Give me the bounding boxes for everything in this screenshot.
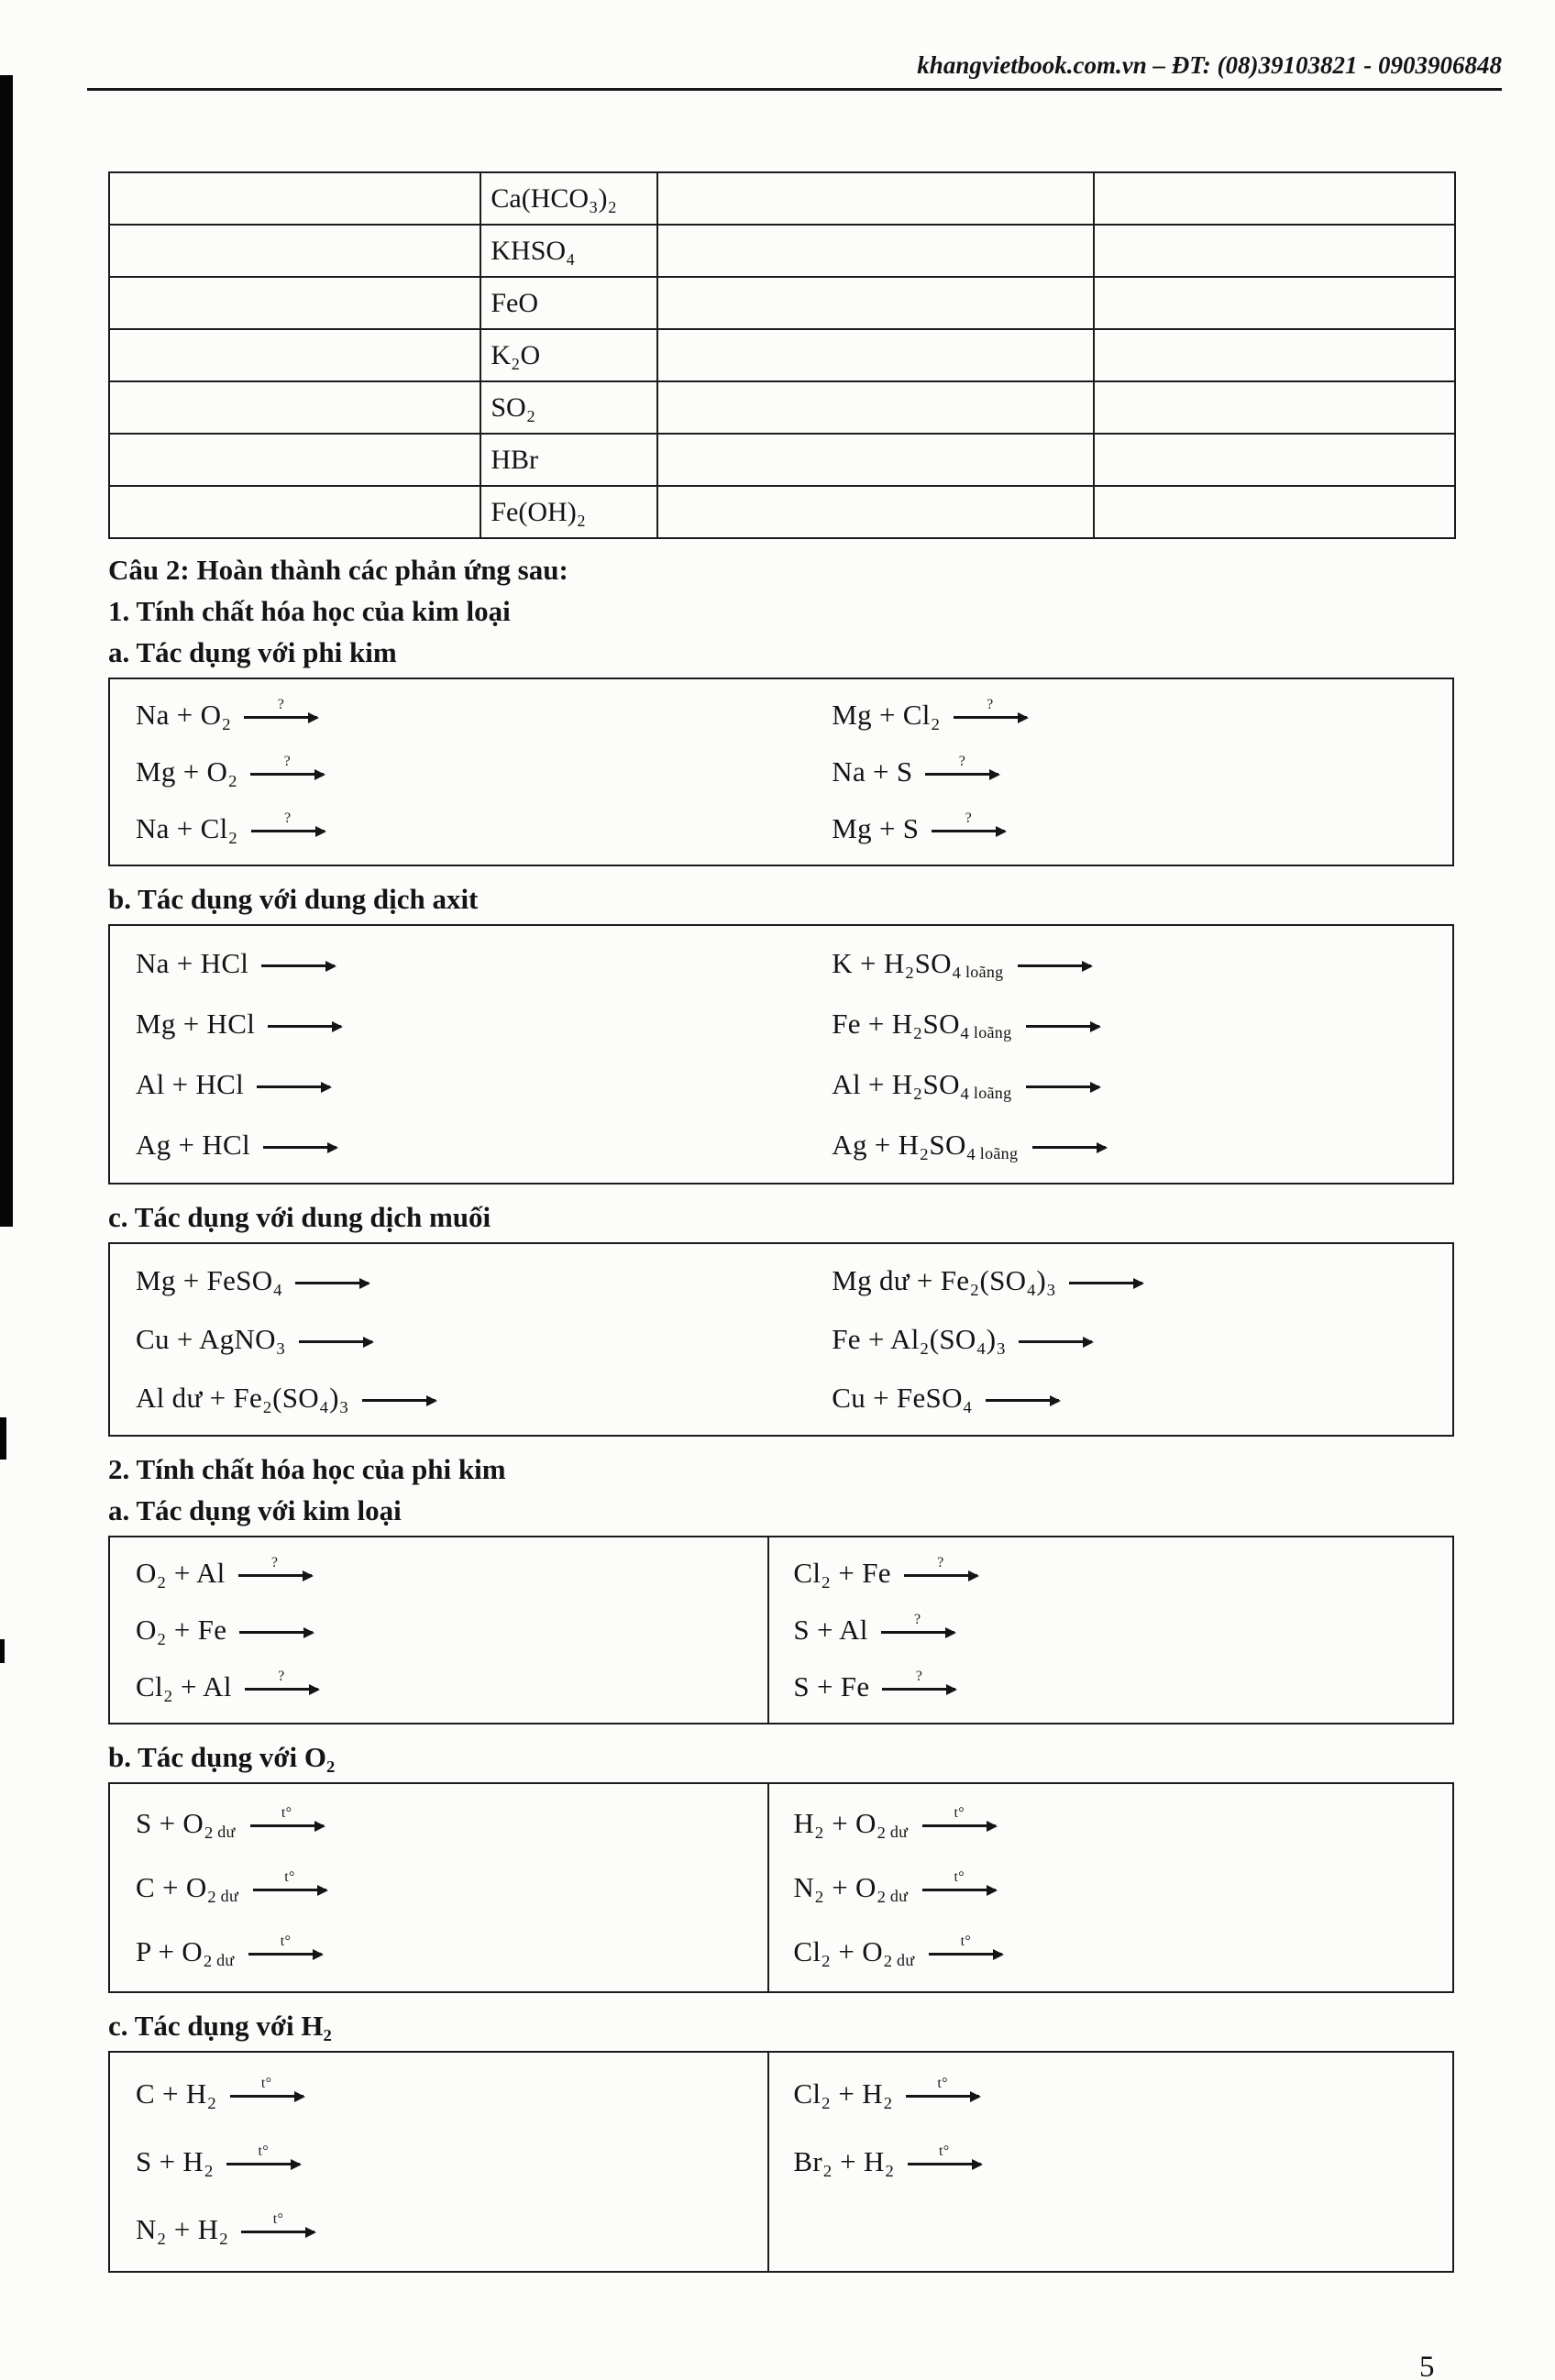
reaction-equation	[832, 1369, 1452, 1427]
table-cell-empty	[657, 225, 1093, 277]
reaction-arrow-icon	[263, 1146, 336, 1149]
reaction-equation	[136, 1791, 767, 1856]
reaction-reactants: Cl₂ + Fe	[793, 1557, 891, 1589]
reaction-box-1b	[108, 924, 1454, 1184]
reaction-equation	[832, 994, 1452, 1054]
scan-binding-mark	[0, 1639, 5, 1663]
reaction-equation	[793, 1920, 1452, 1984]
reaction-condition-subscript: dư	[220, 1886, 239, 1905]
arrow-condition-label: ?	[283, 810, 292, 826]
section-1c-label: c. Tác dụng với dung dịch muối	[108, 1201, 491, 1233]
reaction-equation	[793, 1791, 1452, 1856]
reaction-equation	[832, 1115, 1452, 1175]
reaction-reactants: C + H₂	[136, 2077, 217, 2110]
reaction-column-right	[767, 1784, 1452, 1991]
reaction-equation	[136, 800, 808, 857]
arrow-condition-label: ?	[277, 697, 285, 712]
table-cell-empty	[657, 434, 1093, 486]
reaction-arrow-icon	[238, 1555, 312, 1577]
arrow-condition-label: t°	[960, 1934, 972, 1949]
section-1b-label: b. Tác dụng với dung dịch axit	[108, 883, 479, 915]
reaction-equation	[136, 744, 808, 800]
reaction-reactants: Cu + AgNO₃	[136, 1323, 286, 1355]
formula-cell: HBr	[480, 434, 657, 486]
arrow-condition-label: ?	[987, 697, 994, 712]
formula-cell: Ca(HCO₃)₂	[480, 172, 657, 225]
reaction-reactants: N₂ + O₂	[793, 1871, 887, 1903]
reaction-reactants: Na + O₂	[136, 699, 232, 731]
reaction-equation	[136, 1658, 767, 1715]
arrow-condition-label: t°	[258, 2143, 269, 2159]
question-2-title: Câu 2: Hoàn thành các phản ứng sau:	[108, 554, 568, 586]
reaction-arrow-icon	[986, 1399, 1059, 1402]
reaction-reactants: Cl₂ + O₂	[793, 1935, 894, 1967]
reaction-reactants: Al + H₂SO₄	[832, 1068, 970, 1100]
reaction-arrow-icon	[248, 1934, 322, 1956]
formula-cell: KHSO₄	[480, 225, 657, 277]
arrow-condition-label: t°	[260, 2076, 272, 2091]
reaction-arrow-icon	[1018, 964, 1091, 967]
table-cell-empty	[109, 172, 480, 225]
reaction-reactants: S + Al	[793, 1614, 868, 1646]
reaction-reactants: S + H₂	[136, 2145, 215, 2177]
reaction-reactants: Ag + H₂SO₄	[832, 1129, 976, 1161]
reaction-equation	[136, 1054, 808, 1115]
reaction-arrow-icon	[251, 810, 325, 832]
reaction-reactants: Mg + FeSO₄	[136, 1264, 283, 1296]
reaction-reactants: C + O₂	[136, 1871, 217, 1903]
part-2-title: 2. Tính chất hóa học của phi kim	[108, 1453, 506, 1485]
reaction-equation	[793, 2060, 1452, 2128]
section-2a-label: a. Tác dụng với kim loại	[108, 1494, 402, 1526]
reaction-arrow-icon	[250, 754, 324, 776]
reaction-arrow-icon	[881, 1612, 954, 1634]
formula-table	[108, 171, 1456, 539]
reaction-condition-subscript: dư	[217, 1822, 236, 1841]
table-cell-empty	[1094, 277, 1455, 329]
reaction-condition-subscript: dư	[897, 1950, 915, 1969]
reaction-equation	[832, 933, 1452, 994]
reaction-reactants: Fe + H₂SO₄	[832, 1008, 970, 1040]
reaction-reactants: Al + HCl	[136, 1068, 245, 1100]
reaction-arrow-icon	[1026, 1085, 1099, 1088]
arrow-condition-label: ?	[270, 1555, 279, 1570]
reaction-equation	[136, 1920, 767, 1984]
reaction-box-2b	[108, 1782, 1454, 1993]
reaction-equation	[136, 687, 808, 744]
reaction-equation	[136, 1369, 808, 1427]
reaction-condition-subscript: dư	[889, 1886, 909, 1905]
reaction-equation	[136, 2060, 767, 2128]
reaction-equation	[136, 1115, 808, 1175]
reaction-condition-subscript: loãng	[973, 1083, 1012, 1102]
formula-table-row	[109, 277, 1455, 329]
reaction-condition-subscript: dư	[216, 1950, 235, 1969]
reaction-arrow-icon	[295, 1282, 369, 1284]
reaction-reactants: N₂ + H₂	[136, 2213, 229, 2245]
table-cell-empty	[109, 434, 480, 486]
page-header	[87, 51, 1502, 91]
reaction-reactants: Mg dư + Fe₂(SO₄)₃	[832, 1264, 1057, 1296]
reaction-box-1c	[108, 1242, 1454, 1437]
reaction-arrow-icon	[932, 810, 1005, 832]
arrow-condition-label: ?	[937, 1555, 944, 1570]
reaction-arrow-icon	[268, 1025, 341, 1028]
arrow-condition-label: t°	[939, 2143, 950, 2159]
section-2c-label: c. Tác dụng với H₂	[108, 2010, 332, 2042]
reaction-equation	[793, 1856, 1452, 1920]
scan-binding-mark	[0, 1417, 6, 1460]
reaction-arrow-icon	[1032, 1146, 1106, 1149]
part-1-title: 1. Tính chất hóa học của kim loại	[108, 595, 511, 627]
reaction-arrow-icon	[954, 697, 1027, 719]
table-cell-empty	[657, 381, 1093, 434]
reaction-equation	[793, 1602, 1452, 1658]
reaction-reactants: Cu + FeSO₄	[832, 1382, 973, 1414]
reaction-arrow-icon	[922, 1805, 996, 1827]
reaction-arrow-icon	[929, 1934, 1002, 1956]
reaction-reactants: S + O₂	[136, 1807, 215, 1839]
reaction-arrow-icon	[362, 1399, 436, 1402]
reaction-column-left	[110, 1537, 767, 1723]
reaction-equation	[793, 2128, 1452, 2196]
reaction-equation	[136, 1251, 808, 1310]
formula-table-row	[109, 486, 1455, 538]
reaction-equation	[832, 1251, 1452, 1310]
reaction-arrow-icon	[253, 1869, 326, 1891]
table-cell-empty	[109, 381, 480, 434]
table-cell-empty	[1094, 486, 1455, 538]
table-cell-empty	[1094, 381, 1455, 434]
reaction-equation	[136, 1856, 767, 1920]
arrow-condition-label: ?	[965, 810, 973, 826]
table-cell-empty	[109, 277, 480, 329]
reaction-equation	[136, 1545, 767, 1602]
arrow-condition-label: t°	[281, 1805, 292, 1821]
reaction-reactants: Mg + Cl₂	[832, 699, 941, 731]
reaction-arrow-icon	[908, 2143, 981, 2165]
reaction-equation	[136, 1310, 808, 1369]
reaction-reactants: Fe + Al₂(SO₄)₃	[832, 1323, 1007, 1355]
reaction-equation	[832, 687, 1452, 744]
reaction-column-left	[110, 1784, 767, 1991]
reaction-reactants: Na + HCl	[136, 947, 249, 979]
formula-cell: Fe(OH)₂	[480, 486, 657, 538]
table-cell-empty	[109, 225, 480, 277]
reaction-condition-subscript: loãng	[965, 962, 1004, 981]
reaction-column-right	[767, 1537, 1452, 1723]
arrow-condition-label: t°	[280, 1934, 292, 1949]
reaction-arrow-icon	[1069, 1282, 1142, 1284]
formula-table-row	[109, 381, 1455, 434]
formula-cell: K₂O	[480, 329, 657, 381]
formula-table-row	[109, 434, 1455, 486]
reaction-reactants: O₂ + Fe	[136, 1614, 227, 1646]
reaction-column-left	[110, 926, 808, 1183]
table-cell-empty	[657, 486, 1093, 538]
reaction-column-left	[110, 679, 808, 865]
table-cell-empty	[657, 172, 1093, 225]
arrow-condition-label: ?	[915, 1669, 923, 1684]
formula-table-row	[109, 172, 1455, 225]
reaction-equation	[136, 933, 808, 994]
reaction-arrow-icon	[922, 1869, 996, 1891]
arrow-condition-label: ?	[278, 1669, 285, 1684]
reaction-box-2a	[108, 1536, 1454, 1724]
page-number: 5	[1419, 2351, 1435, 2380]
reaction-arrow-icon	[1019, 1340, 1092, 1343]
reaction-arrow-icon	[925, 754, 998, 776]
reaction-reactants: Cl₂ + Al	[136, 1670, 232, 1702]
section-1a-label: a. Tác dụng với phi kim	[108, 636, 397, 668]
reaction-arrow-icon	[245, 1669, 318, 1691]
reaction-reactants: H₂ + O₂	[793, 1807, 887, 1839]
reaction-reactants: S + Fe	[793, 1670, 870, 1702]
reaction-reactants: Br₂ + H₂	[793, 2145, 895, 2177]
reaction-equation	[832, 1054, 1452, 1115]
reaction-column-left	[110, 2053, 767, 2271]
reaction-equation	[793, 1545, 1452, 1602]
formula-table-body	[109, 172, 1455, 538]
reaction-arrow-icon	[882, 1669, 955, 1691]
table-cell-empty	[657, 329, 1093, 381]
table-cell-empty	[109, 486, 480, 538]
reaction-box-2c	[108, 2051, 1454, 2273]
reaction-reactants: Ag + HCl	[136, 1129, 250, 1161]
reaction-condition-subscript: dư	[889, 1822, 909, 1841]
scan-binding-bar	[0, 75, 13, 1227]
reaction-equation	[832, 744, 1452, 800]
formula-cell: FeO	[480, 277, 657, 329]
reaction-arrow-icon	[241, 2211, 314, 2233]
reaction-arrow-icon	[244, 697, 317, 719]
reaction-reactants: Na + Cl₂	[136, 812, 238, 844]
section-2b-label: b. Tác dụng với O₂	[108, 1741, 336, 1773]
reaction-reactants: Mg + HCl	[136, 1008, 256, 1040]
arrow-condition-label: t°	[284, 1869, 295, 1885]
reaction-condition-subscript: loãng	[979, 1143, 1019, 1162]
reaction-column-right	[808, 1244, 1452, 1435]
table-cell-empty	[657, 277, 1093, 329]
formula-table-row	[109, 225, 1455, 277]
arrow-condition-label: t°	[954, 1805, 965, 1821]
arrow-condition-label: t°	[937, 2076, 948, 2091]
reaction-reactants: P + O₂	[136, 1935, 214, 1967]
arrow-condition-label: t°	[272, 2211, 284, 2227]
reaction-column-right	[808, 926, 1452, 1183]
reaction-reactants: O₂ + Al	[136, 1557, 226, 1589]
reaction-arrow-icon	[904, 1555, 977, 1577]
reaction-equation	[136, 994, 808, 1054]
formula-table-row	[109, 329, 1455, 381]
arrow-condition-label: ?	[913, 1612, 921, 1627]
reaction-reactants: Na + S	[832, 755, 913, 788]
table-cell-empty	[1094, 329, 1455, 381]
reaction-reactants: Al dư + Fe₂(SO₄)₃	[136, 1382, 349, 1414]
reaction-box-1a	[108, 678, 1454, 866]
reaction-arrow-icon	[250, 1805, 324, 1827]
reaction-condition-subscript: loãng	[973, 1022, 1012, 1041]
reaction-arrow-icon	[1026, 1025, 1099, 1028]
reaction-equation	[832, 1310, 1452, 1369]
reaction-equation	[136, 1602, 767, 1658]
reaction-reactants: Mg + S	[832, 812, 920, 844]
formula-cell: SO₂	[480, 381, 657, 434]
reaction-arrow-icon	[906, 2076, 979, 2098]
page-content	[108, 171, 1456, 2273]
reaction-arrow-icon	[257, 1085, 330, 1088]
reaction-reactants: Cl₂ + H₂	[793, 2077, 894, 2110]
table-cell-empty	[1094, 225, 1455, 277]
reaction-arrow-icon	[226, 2143, 300, 2165]
reaction-column-right	[808, 679, 1452, 865]
reaction-arrow-icon	[261, 964, 335, 967]
reaction-reactants: Mg + O₂	[136, 755, 238, 788]
table-cell-empty	[109, 329, 480, 381]
reaction-column-left	[110, 1244, 808, 1435]
table-cell-empty	[1094, 434, 1455, 486]
arrow-condition-label: ?	[283, 754, 292, 769]
header-site-info: khangvietbook.com.vn – ĐT: (08)39103821 - 0903906848	[917, 51, 1502, 79]
reaction-reactants: K + H₂SO₄	[832, 947, 962, 979]
table-cell-empty	[1094, 172, 1455, 225]
reaction-arrow-icon	[299, 1340, 372, 1343]
reaction-arrow-icon	[230, 2076, 303, 2098]
reaction-arrow-icon	[239, 1631, 313, 1634]
arrow-condition-label: t°	[954, 1869, 965, 1885]
arrow-condition-label: ?	[958, 754, 966, 769]
reaction-column-right	[767, 2053, 1452, 2271]
